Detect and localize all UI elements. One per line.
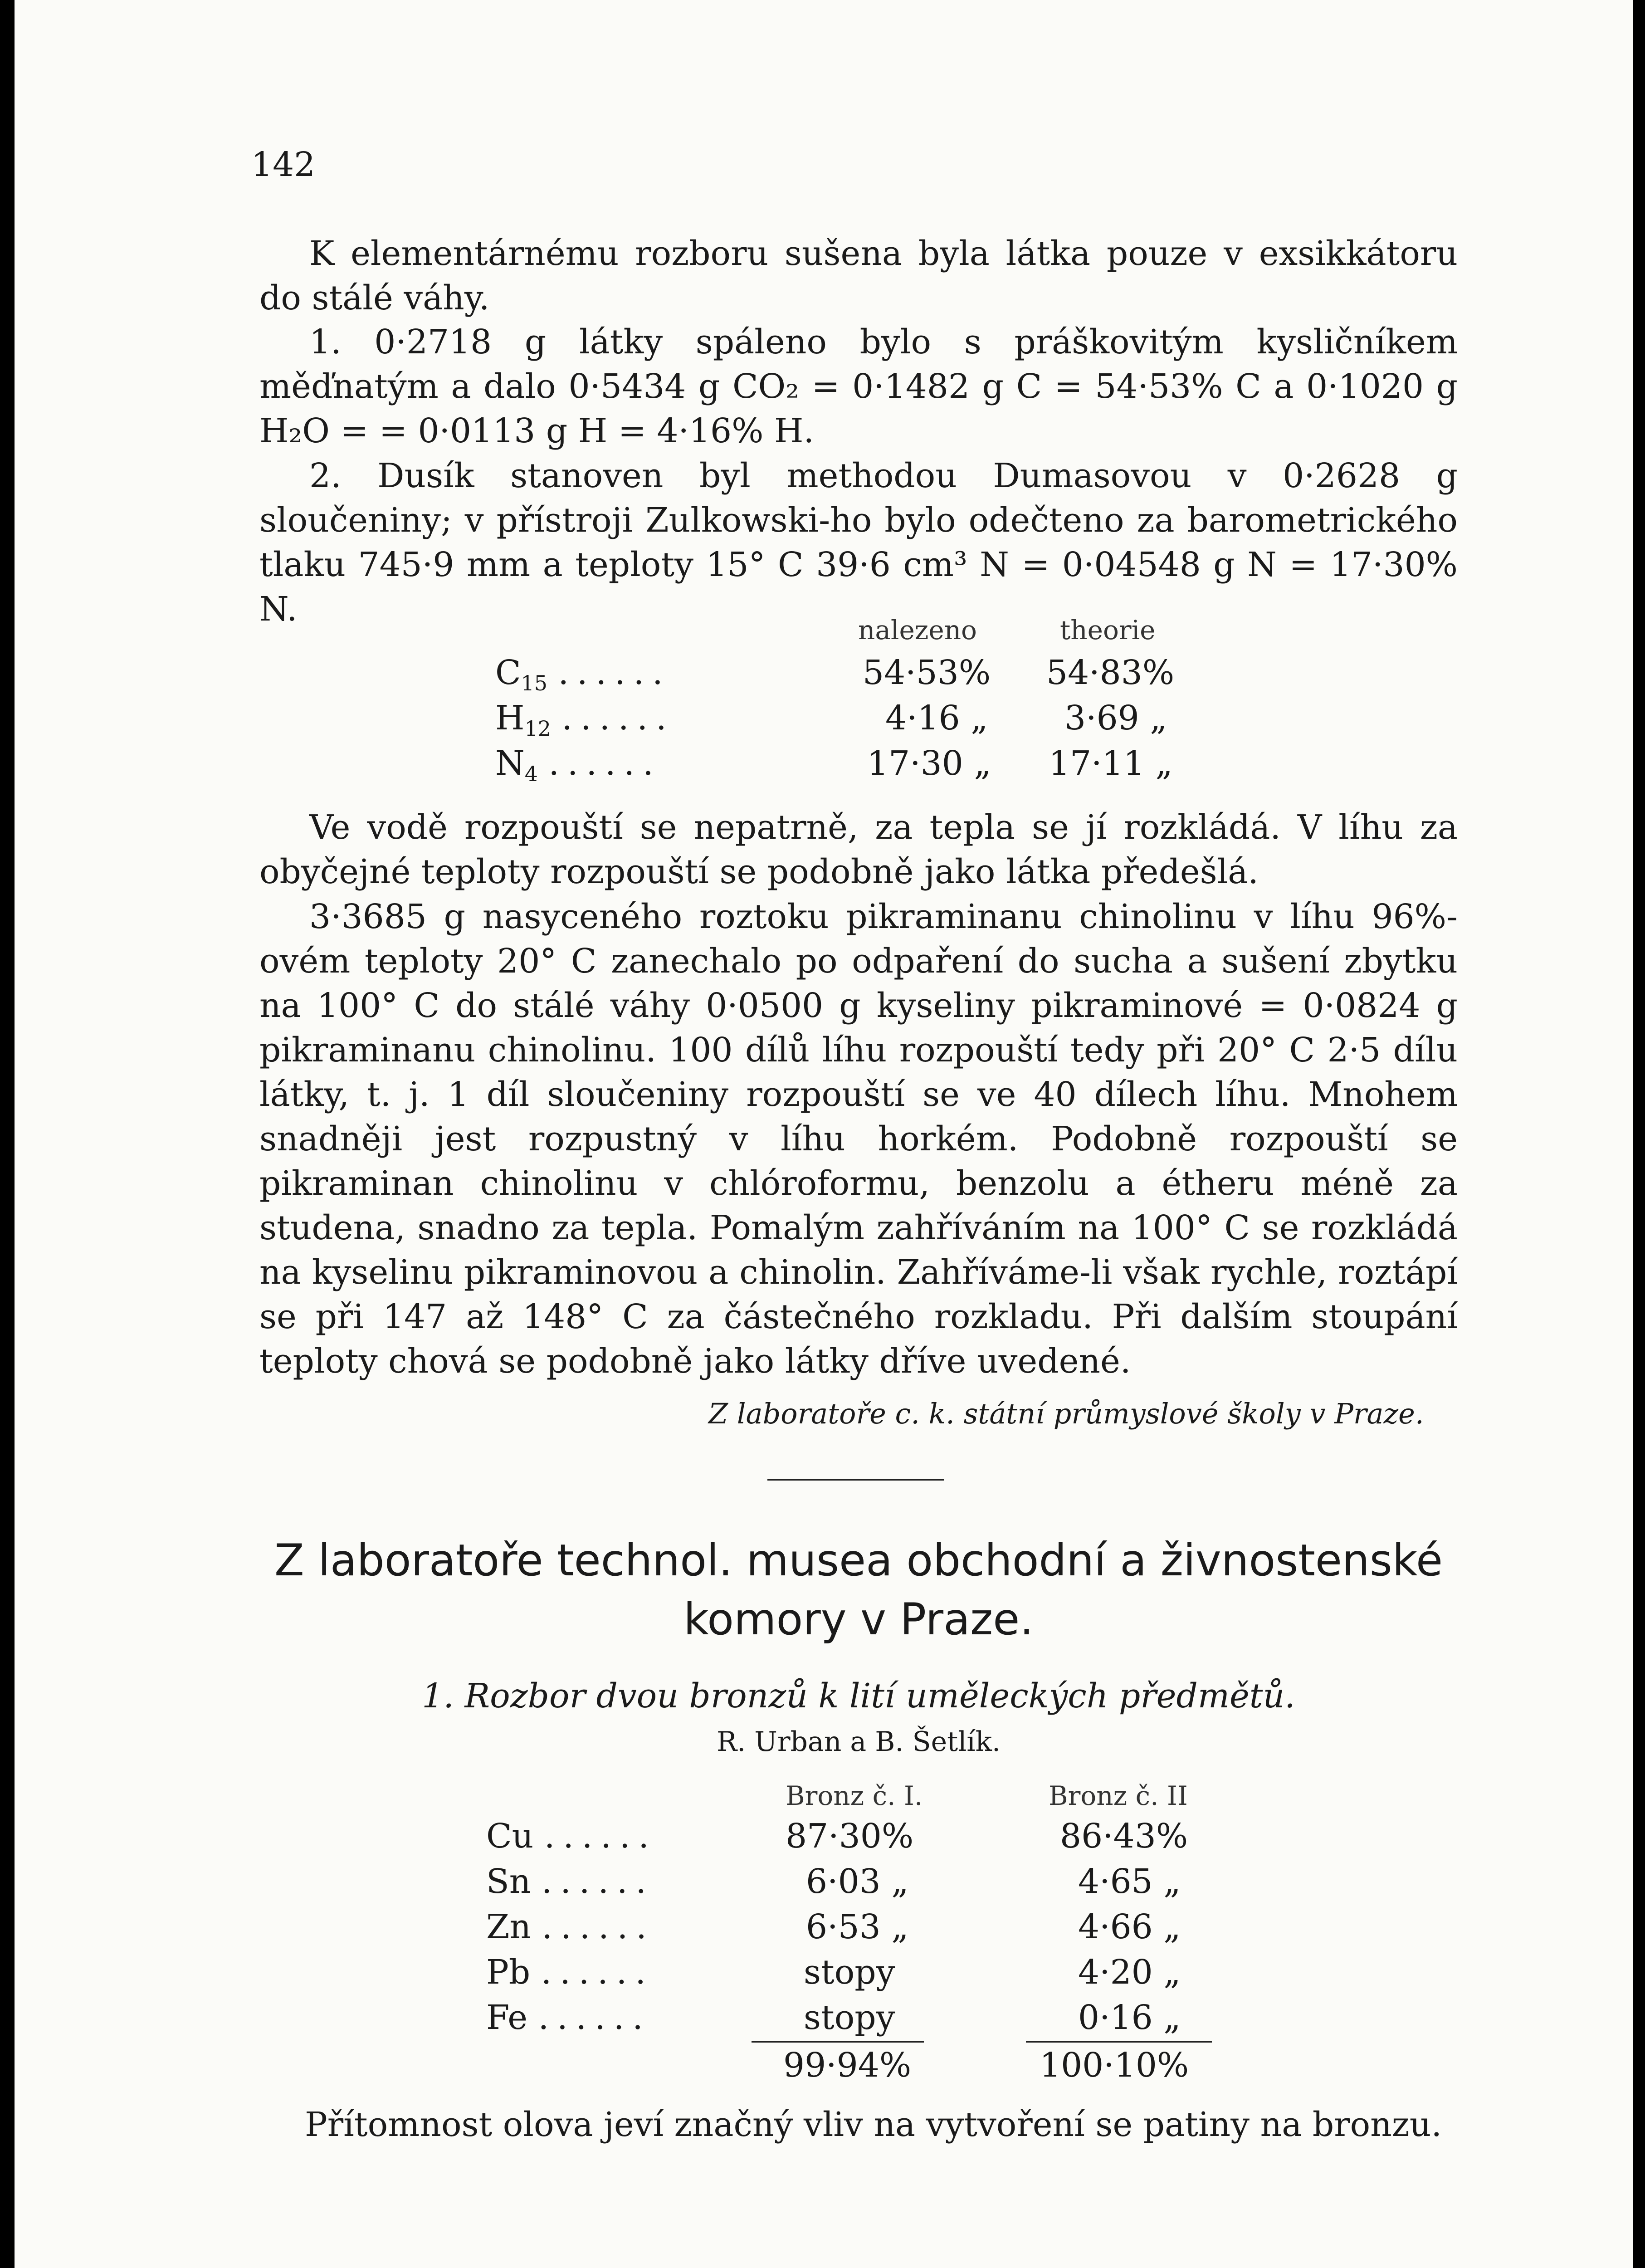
table1-theory-value: 17·11 „ <box>1049 744 1173 783</box>
leader-dots: ...... <box>544 1817 657 1856</box>
table2-bronze2-value: 86·43% <box>1060 1817 1188 1856</box>
element-symbol: Sn <box>486 1862 531 1901</box>
table2-bronze1-value: stopy <box>804 1998 895 2037</box>
table2-bronze1-value: stopy <box>804 1953 895 1992</box>
leader-dots: ...... <box>542 1907 655 1946</box>
paragraph-picraminate: 3·3685 g nasyceného roztoku pikraminanu chinolinu v líhu 96%-ovém teploty 20° C zanechalo po odpaření do sucha a sušení zbytku na 100° C do stálé váhy 0·0500 g kyseliny pikraminové = 0·0824 g pikraminanu chinolinu. 100 dílů líhu rozpouští tedy při 20° C 2·5 dílu látky, t. j. 1 díl sloučeniny rozpouští se ve 40 dílech líhu. Mnohem snadněji jest rozpustný v líhu horkém. Podobně rozpouští se pikraminan chinolinu v chlóroformu, benzolu a étheru méně za studena, snadno za tepla. Pomalým zahříváním na 100° C se rozkládá na kyselinu pikraminovou a chinolin. Zahříváme-li však rychle, roztápí se při 147 až 148° C za částečného rozkladu. Při dalším stoupání teploty chová se podobně jako látky dříve uvedené. <box>259 897 1458 1381</box>
table2-header-bronze-1: Bronz č. I. <box>786 1780 923 1811</box>
leader-dots: ...... <box>558 653 671 692</box>
leader-dots: ...... <box>561 699 675 738</box>
element-symbol: H <box>495 699 525 738</box>
section-divider <box>767 1479 944 1481</box>
table2-bronze2-value: 4·66 „ <box>1078 1907 1181 1946</box>
table1-found-value: 4·16 „ <box>885 699 988 738</box>
leader-dots: ...... <box>541 1862 655 1901</box>
intro-paragraph: K elementárnému rozboru sušena byla látka pouze v exsikkátoru do stálé váhy. <box>259 234 1458 318</box>
table2-row-element <box>486 1953 654 1992</box>
table1-row-element <box>495 653 671 695</box>
paragraph-solubility: Ve vodě rozpouští se nepatrně, za tepla se jí rozkládá. V líhu za obyčejné teploty rozpouští se podobně jako látka předešlá. <box>259 808 1458 891</box>
leader-dots: ...... <box>541 1953 654 1992</box>
table1-found-value: 17·30 „ <box>867 744 991 783</box>
table1-found-value: 54·53% <box>863 653 991 692</box>
element-subscript: 12 <box>524 716 551 741</box>
table2-bronze2-value: 4·65 „ <box>1078 1862 1181 1901</box>
section-heading: Z laboratoře technol. musea obchodní a živnostenské komory v Praze. <box>274 1535 1443 1645</box>
table1-header-theory: theorie <box>1060 615 1156 645</box>
table2-bronze2-value: 4·20 „ <box>1078 1953 1181 1992</box>
element-symbol: N <box>495 744 525 783</box>
table2-header-bronze-2: Bronz č. II <box>1049 1780 1188 1811</box>
element-subscript: 4 <box>524 761 538 786</box>
table2-total-bronze-2: 100·10% <box>1040 2046 1189 2085</box>
leader-dots: ...... <box>548 744 662 783</box>
element-symbol: Zn <box>486 1907 532 1946</box>
table2-bronze1-value: 87·30% <box>786 1817 914 1856</box>
element-symbol: C <box>495 653 521 692</box>
element-symbol: Cu <box>486 1817 534 1856</box>
table2-total-bronze-1: 99·94% <box>783 2046 912 2085</box>
table1-theory-value: 3·69 „ <box>1064 699 1167 738</box>
paragraph-nitrogen: 2. Dusík stanoven byl methodou Dumasovou v 0·2628 g sloučeniny; v přístroji Zulkowski-ho bylo odečteno za barometrického tlaku 745·9 mm a teploty 15° C 39·6 cm³ N = 0·04548 g N = 17·30% N. <box>259 456 1458 629</box>
table2-row-element <box>486 1862 654 1901</box>
page-number: 142 <box>251 145 316 184</box>
element-symbol: Fe <box>486 1998 528 2037</box>
table1-row-element <box>495 699 675 741</box>
authors: R. Urban a B. Šetlík. <box>716 1726 1001 1758</box>
leader-dots: ...... <box>538 1998 651 2037</box>
table2-row-element <box>486 1907 655 1946</box>
subsection-heading: 1. Rozbor dvou bronzů k lití uměleckých předmětů. <box>422 1677 1295 1716</box>
paragraph-patina: Přítomnost olova jeví značný vliv na vytvoření se patiny na bronzu. <box>305 2105 1442 2144</box>
element-symbol: Pb <box>486 1953 531 1992</box>
table2-bronze1-value: 6·03 „ <box>806 1862 909 1901</box>
table2-bronze2-value: 0·16 „ <box>1078 1998 1181 2037</box>
element-subscript: 15 <box>521 670 547 695</box>
sum-rule-bronze-2 <box>1026 2041 1212 2043</box>
paragraph-carbon-hydrogen: 1. 0·2718 g látky spáleno bylo s práškovitým kysličníkem měďnatým a dalo 0·5434 g CO₂ = 0·1482 g C = 54·53% C a 0·1020 g H₂O = = 0·0113 g H = 4·16% H. <box>259 323 1458 450</box>
table1-row-element <box>495 744 662 786</box>
document-page <box>15 0 1633 2268</box>
table2-row-element <box>486 1998 651 2037</box>
table2-row-element <box>486 1817 657 1856</box>
table1-theory-value: 54·83% <box>1046 653 1175 692</box>
table2-bronze1-value: 6·53 „ <box>806 1907 909 1946</box>
sum-rule-bronze-1 <box>752 2041 924 2043</box>
source-note: Z laboratoře c. k. státní průmyslové školy v Praze. <box>708 1397 1424 1430</box>
table1-header-found: nalezeno <box>858 615 977 645</box>
